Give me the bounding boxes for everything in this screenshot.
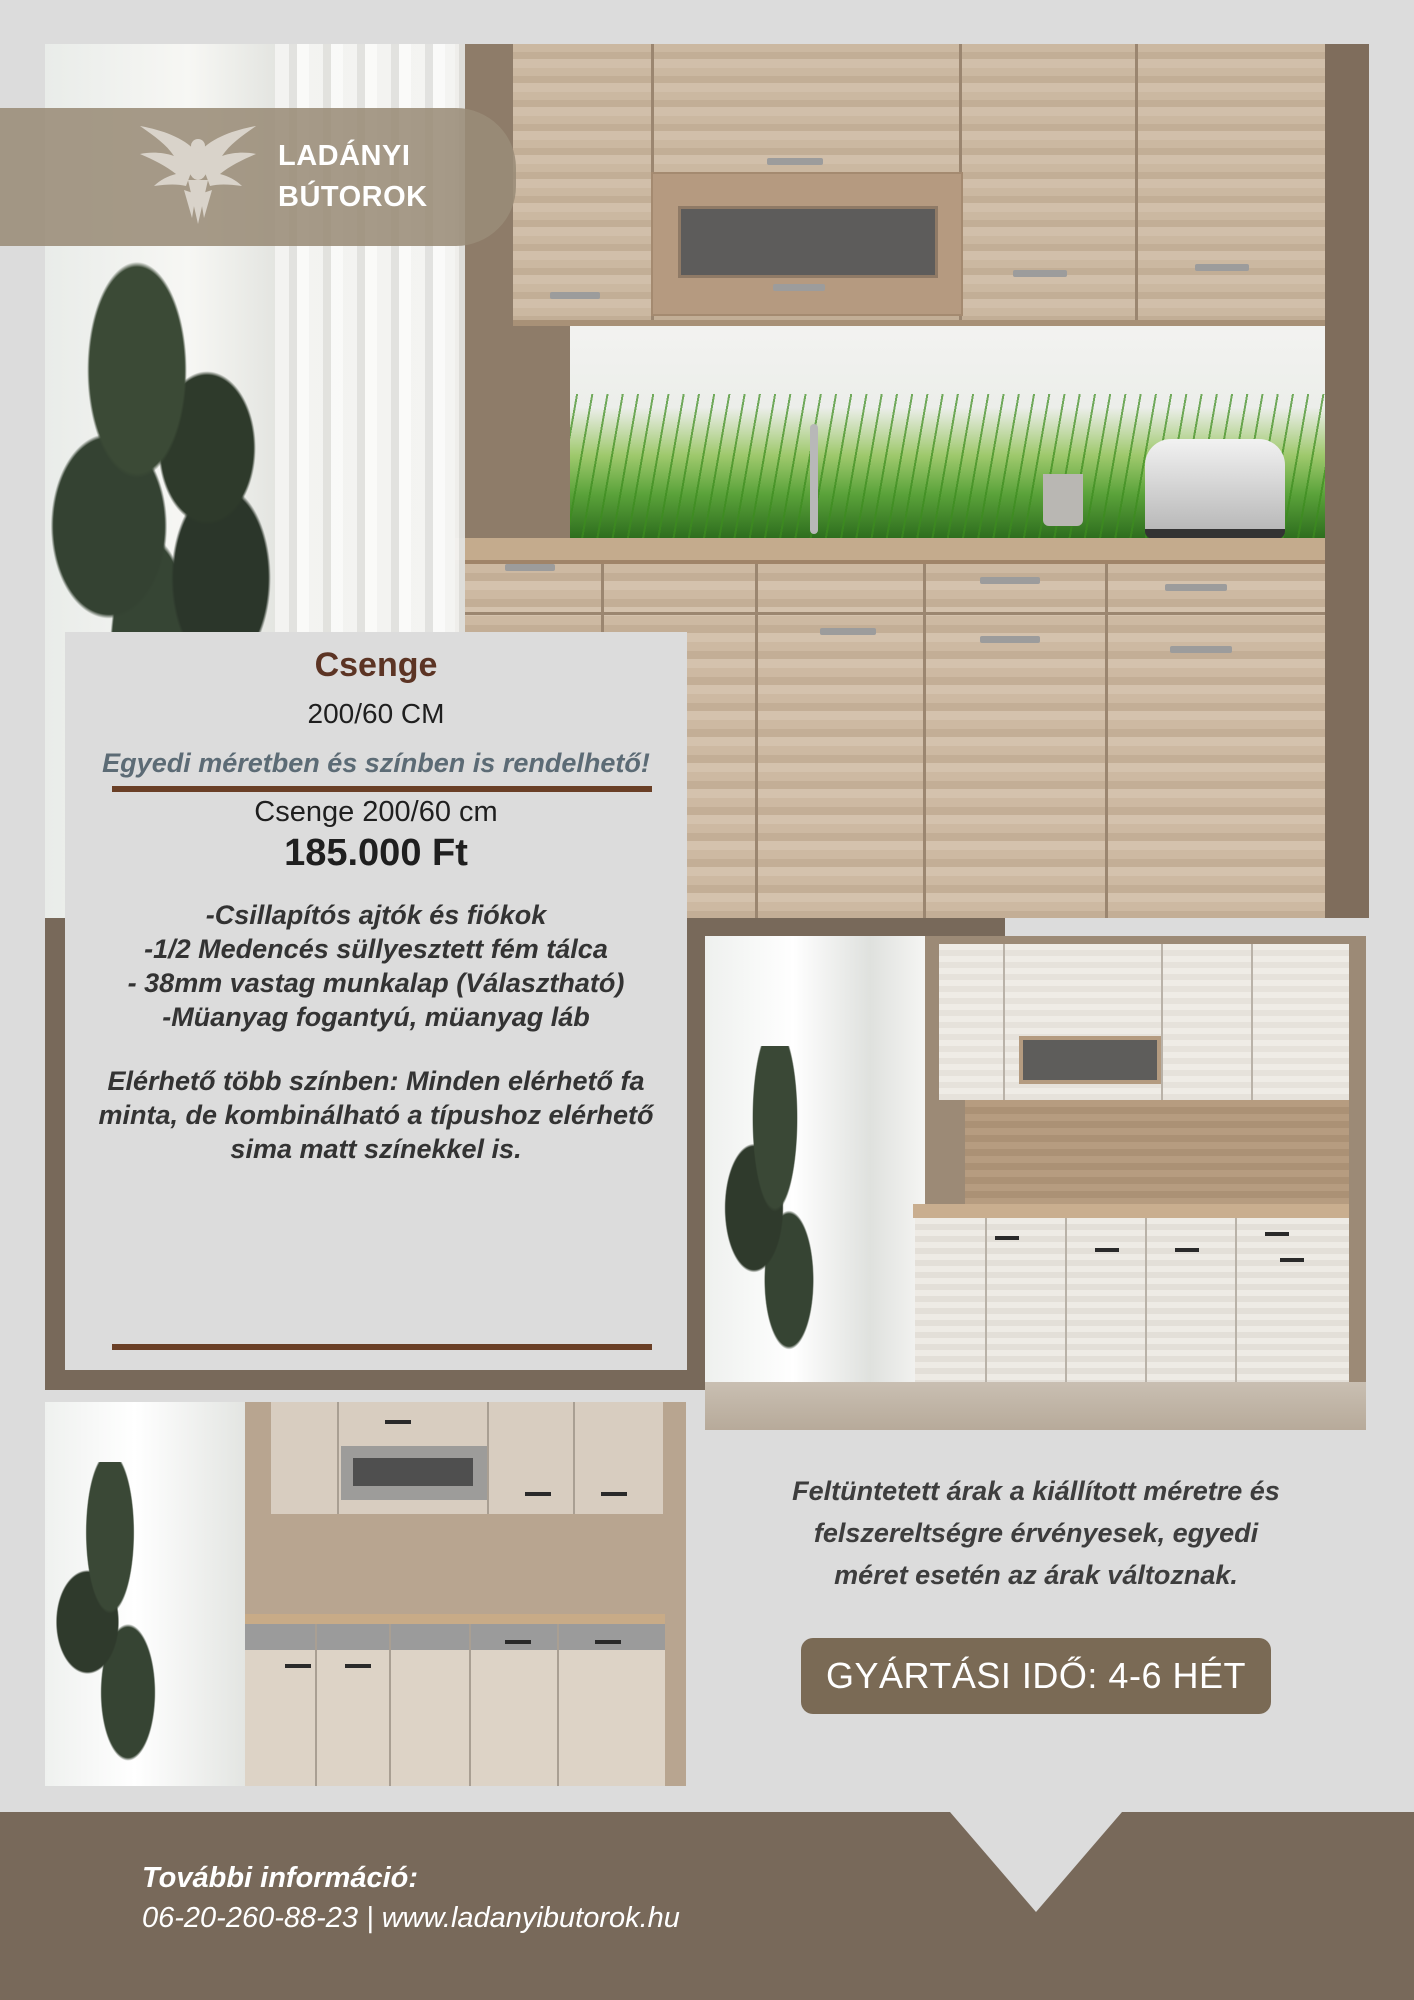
handle [505,1640,531,1644]
cabinet-divider [1145,1218,1147,1398]
cabinet-divider [557,1624,559,1786]
cabinet-divider [1065,1218,1067,1398]
footer-label: További információ: [142,1862,419,1894]
cabinet-divider [1135,44,1138,320]
cabinet-divider [1235,1218,1237,1398]
handle [980,636,1040,643]
kitchen-photo-white [705,936,1366,1430]
handle [601,1492,627,1496]
feature-item: -Müanyag fogantyú, müanyag láb [162,1002,590,1032]
handle [525,1492,551,1496]
price-notice [752,1470,1320,1596]
handle [980,577,1040,584]
cabinet-divider [389,1624,391,1786]
cabinet-divider [573,1402,575,1514]
notice-line: méret esetén az árak változnak. [834,1560,1238,1590]
countertop [913,1204,1349,1218]
eagle-logo-icon [132,124,264,230]
faucet [810,424,818,534]
cabinet-divider [1161,944,1163,1100]
handle [820,628,876,635]
brown-strip [705,918,1005,936]
handle [1170,646,1232,653]
colors-note: Elérhető több színben: Minden elérhető fa minta, de kombinálható a típushoz elérhető sima matt színekkel is. [98,1066,654,1164]
production-time-badge: GYÁRTÁSI IDŐ: 4-6 HÉT [801,1638,1271,1714]
handle [285,1664,311,1668]
glass-cabinet [353,1458,473,1486]
handle [1165,584,1227,591]
drawer-band [245,1624,665,1650]
feature-item: -1/2 Medencés süllyesztett fém tálca [144,934,608,964]
toaster [1145,439,1285,539]
cabinet-divider [923,564,926,918]
handle [385,1420,411,1424]
handle [1013,270,1067,277]
product-name: Csenge 200/60 cm [254,796,498,828]
cabinet-divider [487,1402,489,1514]
cabinet-divider [337,1402,339,1514]
handle [995,1236,1019,1240]
brand-name [278,136,428,218]
handle [1265,1232,1289,1236]
drawer-line [465,612,1325,615]
notice-line: Feltüntetett árak a kiállított méretre és [792,1476,1280,1506]
glass-cabinet [678,206,938,278]
product-slogan: Egyedi méretben és színben is rendelhető! [102,748,650,778]
lower-cabinets [915,1218,1349,1398]
cabinet-divider [315,1624,317,1786]
kitchen-photo-beige [45,1402,686,1786]
plant [705,1046,845,1406]
cabinet-divider [985,1218,987,1398]
footer-notch [950,1812,1122,1912]
handle [550,292,600,299]
feature-item: -Csillapítós ajtók és fiókok [205,900,547,930]
handle [1175,1248,1199,1252]
handle [595,1640,621,1644]
brand-line-2: BÚTOROK [278,181,428,213]
handle [767,158,823,165]
wood-backsplash [965,1100,1349,1210]
cabinet-divider [1251,944,1253,1100]
handle [1095,1248,1119,1252]
cabinet-divider [469,1624,471,1786]
handle [1195,264,1249,271]
plant [45,1462,185,1782]
product-price: 185.000 Ft [284,832,468,874]
product-info-panel [65,632,687,1370]
product-size: 200/60 CM [307,698,445,729]
cabinet-divider [1105,564,1108,918]
lower-cabinets [245,1650,665,1786]
notice-line: felszereltségre érvényesek, egyedi [813,1518,1259,1548]
utensil-cup [1043,474,1083,526]
divider-bottom [112,1344,652,1350]
handle [505,564,555,571]
countertop [245,1614,665,1624]
divider-top [112,786,652,792]
brand-line-1: LADÁNYI [278,140,411,172]
glass-cabinet [1019,1036,1161,1084]
footer-contact[interactable]: 06-20-260-88-23 | www.ladanyibutorok.hu [142,1902,680,1934]
handle [773,284,825,291]
feature-item: - 38mm vastag munkalap (Választható) [127,968,625,998]
cabinet-divider [1003,944,1005,1100]
wall-right [1325,44,1369,918]
product-title: Csenge [314,646,438,684]
feature-list [65,898,687,1034]
handle [1280,1258,1304,1262]
handle [345,1664,371,1668]
cabinet-divider [755,564,758,918]
countertop [455,538,1325,564]
